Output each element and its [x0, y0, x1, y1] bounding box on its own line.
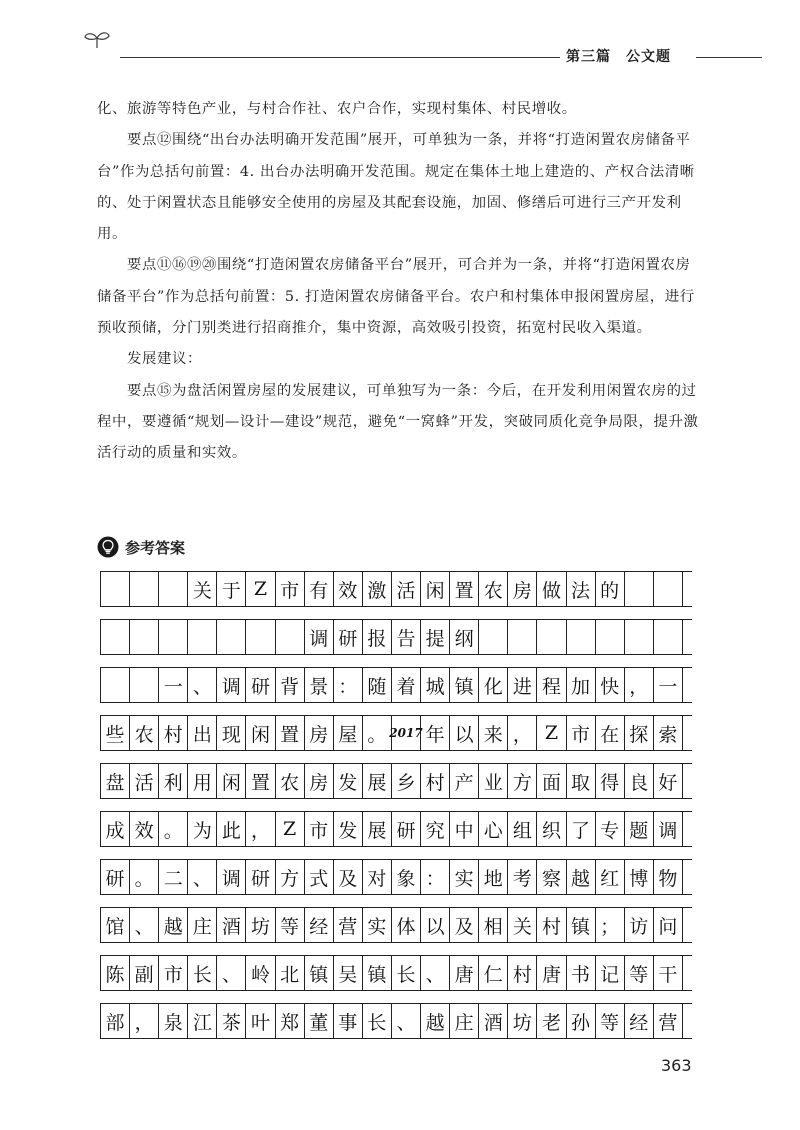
grid-row	[100, 811, 692, 847]
grid-cell: 营	[334, 908, 363, 942]
grid-cell: 研	[392, 812, 421, 846]
grid-cell: 告	[392, 620, 421, 654]
grid-cell: 部	[101, 1004, 130, 1038]
grid-cell: 加	[567, 668, 596, 702]
grid-cell: 组	[508, 812, 537, 846]
grid-cell: 产	[450, 764, 479, 798]
grid-cell: 做	[537, 572, 566, 606]
grid-cell: 泉	[159, 1004, 188, 1038]
grid-cell: 镇	[450, 668, 479, 702]
grid-cell: 景	[305, 668, 334, 702]
grid-cell: 长	[392, 956, 421, 990]
grid-cell: 发	[334, 764, 363, 798]
grid-cell: 庄	[188, 908, 217, 942]
paragraph: 要点⑪⑯⑲⑳围绕“打造闲置农房储备平台”展开，可合并为一条，并将“打造闲置农房储备平台”作为总括句前置：5. 打造闲置农房储备平台。农户和村集体申报闲置房屋，进行预收预储，分门别类进行招商推介，集中资源，高效吸引投资，拓宽村民收入渠道。	[97, 257, 695, 337]
grid-row	[100, 571, 692, 607]
grid-cell: 博	[625, 860, 654, 894]
grid-row	[100, 667, 692, 703]
grid-cell: 酒	[479, 1004, 508, 1038]
grid-cell: ；	[596, 908, 625, 942]
grid-cell: 营	[654, 1004, 683, 1038]
grid-cell: 唐	[537, 956, 566, 990]
grid-cell: 。	[159, 812, 188, 846]
grid-cell: 镇	[567, 908, 596, 942]
grid-cell: 、	[130, 908, 159, 942]
answer-title: 参考答案	[125, 538, 186, 557]
paragraph: 化、旅游等特色产业，与村合作社、农户合作，实现村集体、村民增收。	[97, 101, 577, 117]
grid-cell: 房	[508, 572, 537, 606]
grid-cell: 随	[363, 668, 392, 702]
grid-cell: 展	[363, 764, 392, 798]
grid-cell: ，	[508, 716, 537, 750]
grid-cell: 坊	[246, 908, 275, 942]
grid-cell: 快	[596, 668, 625, 702]
grid-cell	[188, 620, 217, 654]
grid-cell	[217, 620, 246, 654]
grid-cell	[246, 620, 275, 654]
grid-cell: 越	[159, 908, 188, 942]
grid-cell: 式	[305, 860, 334, 894]
grid-cell: 良	[625, 764, 654, 798]
grid-cell: 效	[334, 572, 363, 606]
grid-cell	[654, 572, 683, 606]
grid-cell: 调	[654, 812, 683, 846]
grid-cell: ，	[625, 668, 654, 702]
grid-cell: 在	[596, 716, 625, 750]
grid-cell: 书	[567, 956, 596, 990]
grid-cell: 叶	[246, 1004, 275, 1038]
grid-cell: 闲	[246, 716, 275, 750]
grid-cell: 中	[450, 812, 479, 846]
grid-cell: 闲	[421, 572, 450, 606]
grid-cell: 题	[625, 812, 654, 846]
grid-cell: 研	[334, 620, 363, 654]
grid-cell: 究	[421, 812, 450, 846]
grid-cell: 心	[479, 812, 508, 846]
grid-cell: 实	[450, 860, 479, 894]
grid-cell: 市	[567, 716, 596, 750]
grid-cell: 成	[101, 812, 130, 846]
grid-cell: 探	[625, 716, 654, 750]
grid-cell: 、	[392, 1004, 421, 1038]
grid-cell: 研	[246, 668, 275, 702]
grid-cell: 市	[276, 572, 305, 606]
grid-cell: 岭	[246, 956, 275, 990]
grid-cell: 茶	[217, 1004, 246, 1038]
body-text	[97, 94, 701, 470]
grid-cell: 着	[392, 668, 421, 702]
grid-cell: 经	[625, 1004, 654, 1038]
grid-cell: 置	[450, 572, 479, 606]
grid-cell: 激	[363, 572, 392, 606]
grid-cell: 等	[276, 908, 305, 942]
grid-cell	[596, 620, 625, 654]
grid-cell: 房	[305, 764, 334, 798]
grid-cell: 提	[421, 620, 450, 654]
grid-cell: 出	[188, 716, 217, 750]
grid-cell: 、	[188, 668, 217, 702]
grid-cell	[654, 620, 683, 654]
grid-row	[100, 715, 692, 751]
grid-cell: 。	[130, 860, 159, 894]
grid-cell	[159, 620, 188, 654]
grid-cell	[567, 620, 596, 654]
grid-cell: 对	[363, 860, 392, 894]
grid-row	[100, 955, 692, 991]
grid-cell: 副	[130, 956, 159, 990]
grid-cell	[276, 620, 305, 654]
grid-cell	[101, 572, 130, 606]
grid-cell: 调	[305, 620, 334, 654]
grid-cell: ：	[334, 668, 363, 702]
grid-cell: 仁	[479, 956, 508, 990]
grid-cell: 面	[537, 764, 566, 798]
grid-cell: 背	[276, 668, 305, 702]
grid-cell: 于	[217, 572, 246, 606]
grid-cell: 以	[450, 716, 479, 750]
grid-cell: 二	[159, 860, 188, 894]
grid-cell: 闲	[217, 764, 246, 798]
grid-cell: 调	[217, 668, 246, 702]
grid-row	[100, 619, 692, 655]
grid-cell: 房	[305, 716, 334, 750]
grid-cell: 等	[596, 1004, 625, 1038]
grid-cell: 一	[654, 668, 683, 702]
chapter-title: 第三篇 公文题	[566, 49, 671, 65]
grid-cell: 事	[334, 1004, 363, 1038]
grid-cell: 展	[363, 812, 392, 846]
grid-row	[100, 763, 692, 799]
grid-cell: 红	[596, 860, 625, 894]
grid-cell: 了	[567, 812, 596, 846]
grid-cell: 等	[625, 956, 654, 990]
grid-cell: 取	[567, 764, 596, 798]
grid-row	[100, 859, 692, 895]
grid-cell: 得	[596, 764, 625, 798]
grid-cell: 专	[596, 812, 625, 846]
paragraph: 要点⑮为盘活闲置房屋的发展建议，可单独写为一条：今后，在开发利用闲置农房的过程中，要遵循“规划—设计—建设”规范，避免“一窝蜂”开发，突破同质化竞争局限，提升激活行动的质量和实效。	[97, 382, 699, 462]
grid-cell	[508, 620, 537, 654]
grid-cell	[625, 572, 654, 606]
grid-cell: 置	[276, 716, 305, 750]
grid-cell: 地	[479, 860, 508, 894]
grid-cell: 问	[654, 908, 683, 942]
grid-cell: 郑	[276, 1004, 305, 1038]
grid-cell: 程	[537, 668, 566, 702]
grid-cell: 业	[479, 764, 508, 798]
grid-cell: 市	[305, 812, 334, 846]
grid-cell: 利	[159, 764, 188, 798]
grid-cell: 的	[596, 572, 625, 606]
lightbulb-icon	[97, 536, 119, 558]
grid-cell: 农	[276, 764, 305, 798]
grid-cell: 索	[654, 716, 683, 750]
grid-cell: 、	[421, 956, 450, 990]
grid-cell: 镇	[363, 956, 392, 990]
grid-cell: 村	[537, 908, 566, 942]
grid-cell: 乡	[392, 764, 421, 798]
grid-cell	[159, 572, 188, 606]
grid-cell: 方	[508, 764, 537, 798]
grid-cell: 一	[159, 668, 188, 702]
grid-cell: 盘	[101, 764, 130, 798]
grid-cell: 有	[305, 572, 334, 606]
grid-cell: 孙	[567, 1004, 596, 1038]
grid-cell: Z	[537, 716, 566, 750]
grid-cell: 活	[392, 572, 421, 606]
grid-cell: 来	[479, 716, 508, 750]
grid-cell: 好	[654, 764, 683, 798]
grid-cell: 方	[276, 860, 305, 894]
grid-cell: Z	[246, 572, 275, 606]
grid-cell: 村	[421, 764, 450, 798]
grid-cell: 为	[188, 812, 217, 846]
grid-cell: 城	[421, 668, 450, 702]
grid-cell	[101, 668, 130, 702]
page-number: 363	[661, 1056, 692, 1075]
grid-cell: 关	[508, 908, 537, 942]
grid-cell: 长	[188, 956, 217, 990]
grid-cell: 关	[188, 572, 217, 606]
grid-cell: 庄	[450, 1004, 479, 1038]
grid-cell: ，	[130, 1004, 159, 1038]
grid-cell: 纲	[450, 620, 479, 654]
header-rule-left	[120, 57, 560, 58]
paragraph: 发展建议：	[127, 351, 202, 368]
grid-cell	[101, 620, 130, 654]
grid-cell: 访	[625, 908, 654, 942]
grid-cell: 干	[654, 956, 683, 990]
grid-cell: 此	[217, 812, 246, 846]
grid-cell: 及	[450, 908, 479, 942]
grid-cell: 研	[101, 860, 130, 894]
grid-cell: 察	[537, 860, 566, 894]
grid-cell	[537, 620, 566, 654]
header-rule-right	[696, 57, 762, 58]
grid-cell: 越	[567, 860, 596, 894]
grid-cell: 以	[421, 908, 450, 942]
grid-cell: 馆	[101, 908, 130, 942]
grid-cell: 江	[188, 1004, 217, 1038]
grid-cell	[130, 620, 159, 654]
grid-cell: 市	[159, 956, 188, 990]
grid-cell: 发	[334, 812, 363, 846]
grid-cell: 董	[305, 1004, 334, 1038]
grid-cell: 老	[537, 1004, 566, 1038]
grid-cell: 农	[479, 572, 508, 606]
grid-cell: 唐	[450, 956, 479, 990]
grid-cell: 村	[159, 716, 188, 750]
grid-row	[100, 907, 692, 943]
grid-cell: 吴	[334, 956, 363, 990]
grid-cell: 农	[130, 716, 159, 750]
grid-cell: 镇	[305, 956, 334, 990]
grid-cell: 调	[217, 860, 246, 894]
grid-cell	[130, 668, 159, 702]
grid-cell: 化	[479, 668, 508, 702]
grid-cell: 长	[363, 1004, 392, 1038]
grid-cell	[479, 620, 508, 654]
grid-cell: 法	[567, 572, 596, 606]
grid-cell: 及	[334, 860, 363, 894]
grid-cell: ：	[421, 860, 450, 894]
grid-cell: 报	[363, 620, 392, 654]
grid-cell: 越	[421, 1004, 450, 1038]
grid-cell: 坊	[508, 1004, 537, 1038]
grid-cell: 织	[537, 812, 566, 846]
grid-cell: 活	[130, 764, 159, 798]
grid-cell: 村	[508, 956, 537, 990]
grid-cell	[130, 572, 159, 606]
grid-cell: ，	[246, 812, 275, 846]
grid-cell: Z	[276, 812, 305, 846]
grid-cell: 、	[188, 860, 217, 894]
answer-heading	[97, 534, 185, 560]
grid-cell: 效	[130, 812, 159, 846]
grid-cell: 置	[246, 764, 275, 798]
grid-cell: 象	[392, 860, 421, 894]
grid-cell: 实	[363, 908, 392, 942]
paragraph: 要点⑫围绕“出台办法明确开发范围”展开，可单独为一条，并将“打造闲置农房储备平台”作为总括句前置：4. 出台办法明确开发范围。规定在集体土地上建造的、产权合法清晰的、处于闲置状态且能够安全使用的房屋及其配套设施，加固、修缮后可进行三产开发利用。	[97, 132, 695, 243]
grid-cell: 陈	[101, 956, 130, 990]
grid-cell: 北	[276, 956, 305, 990]
grid-cell: 相	[479, 908, 508, 942]
grid-cell: 进	[508, 668, 537, 702]
grid-cell: 体	[392, 908, 421, 942]
grid-cell: 。	[363, 716, 392, 750]
grid-cell: 2017	[392, 716, 421, 750]
answer-grid	[100, 571, 692, 1051]
grid-cell: 些	[101, 716, 130, 750]
grid-row	[100, 1003, 692, 1039]
leaf-sprout-icon	[82, 30, 112, 50]
grid-cell: 年	[421, 716, 450, 750]
grid-cell	[625, 620, 654, 654]
grid-cell: 现	[217, 716, 246, 750]
grid-cell: 记	[596, 956, 625, 990]
grid-cell: 、	[217, 956, 246, 990]
grid-cell: 酒	[217, 908, 246, 942]
grid-cell: 研	[246, 860, 275, 894]
grid-cell: 用	[188, 764, 217, 798]
grid-cell: 物	[654, 860, 683, 894]
grid-cell: 考	[508, 860, 537, 894]
grid-cell: 经	[305, 908, 334, 942]
grid-cell: 屋	[334, 716, 363, 750]
